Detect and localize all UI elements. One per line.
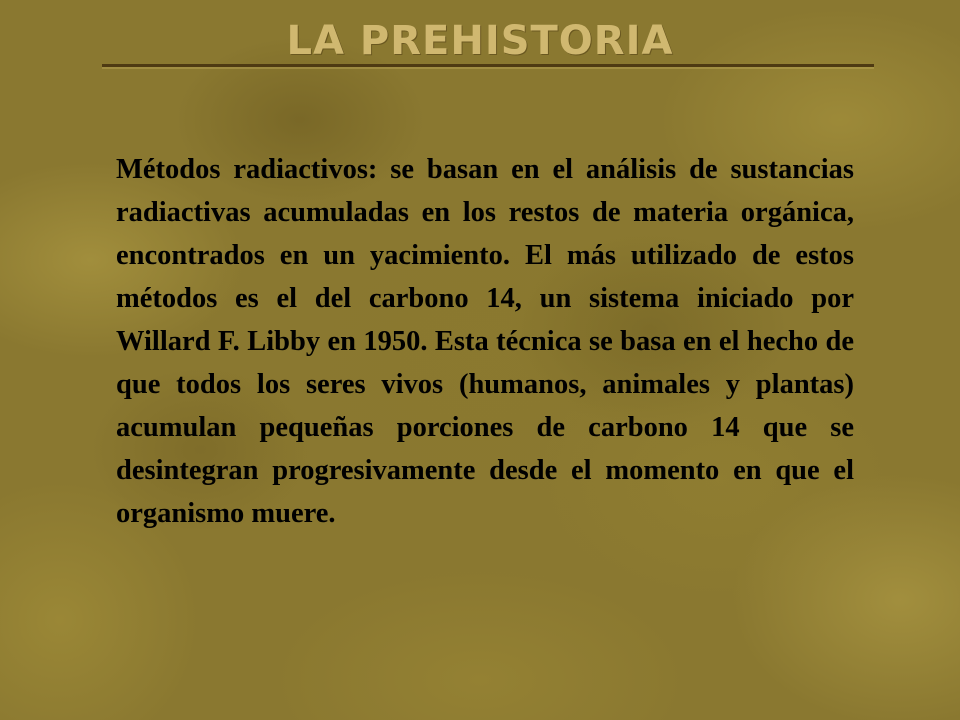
slide-title: LA PREHISTORIA (286, 18, 674, 64)
title-divider (102, 64, 874, 67)
slide-body-text: Métodos radiactivos: se basan en el análisis de sustancias radiactivas acumuladas en los restos de materia orgánica, encontrados en un yacimiento. El más utilizado de estos métodos es el del carbono 14, un sistema iniciado por Willard F. Libby en 1950. Esta técnica se basa en el hecho de que todos los seres vivos (humanos, animales y plantas) acumulan pequeñas porciones de carbono 14 que se desintegran progresivamente desde el momento en que el organismo muere. (116, 154, 854, 529)
